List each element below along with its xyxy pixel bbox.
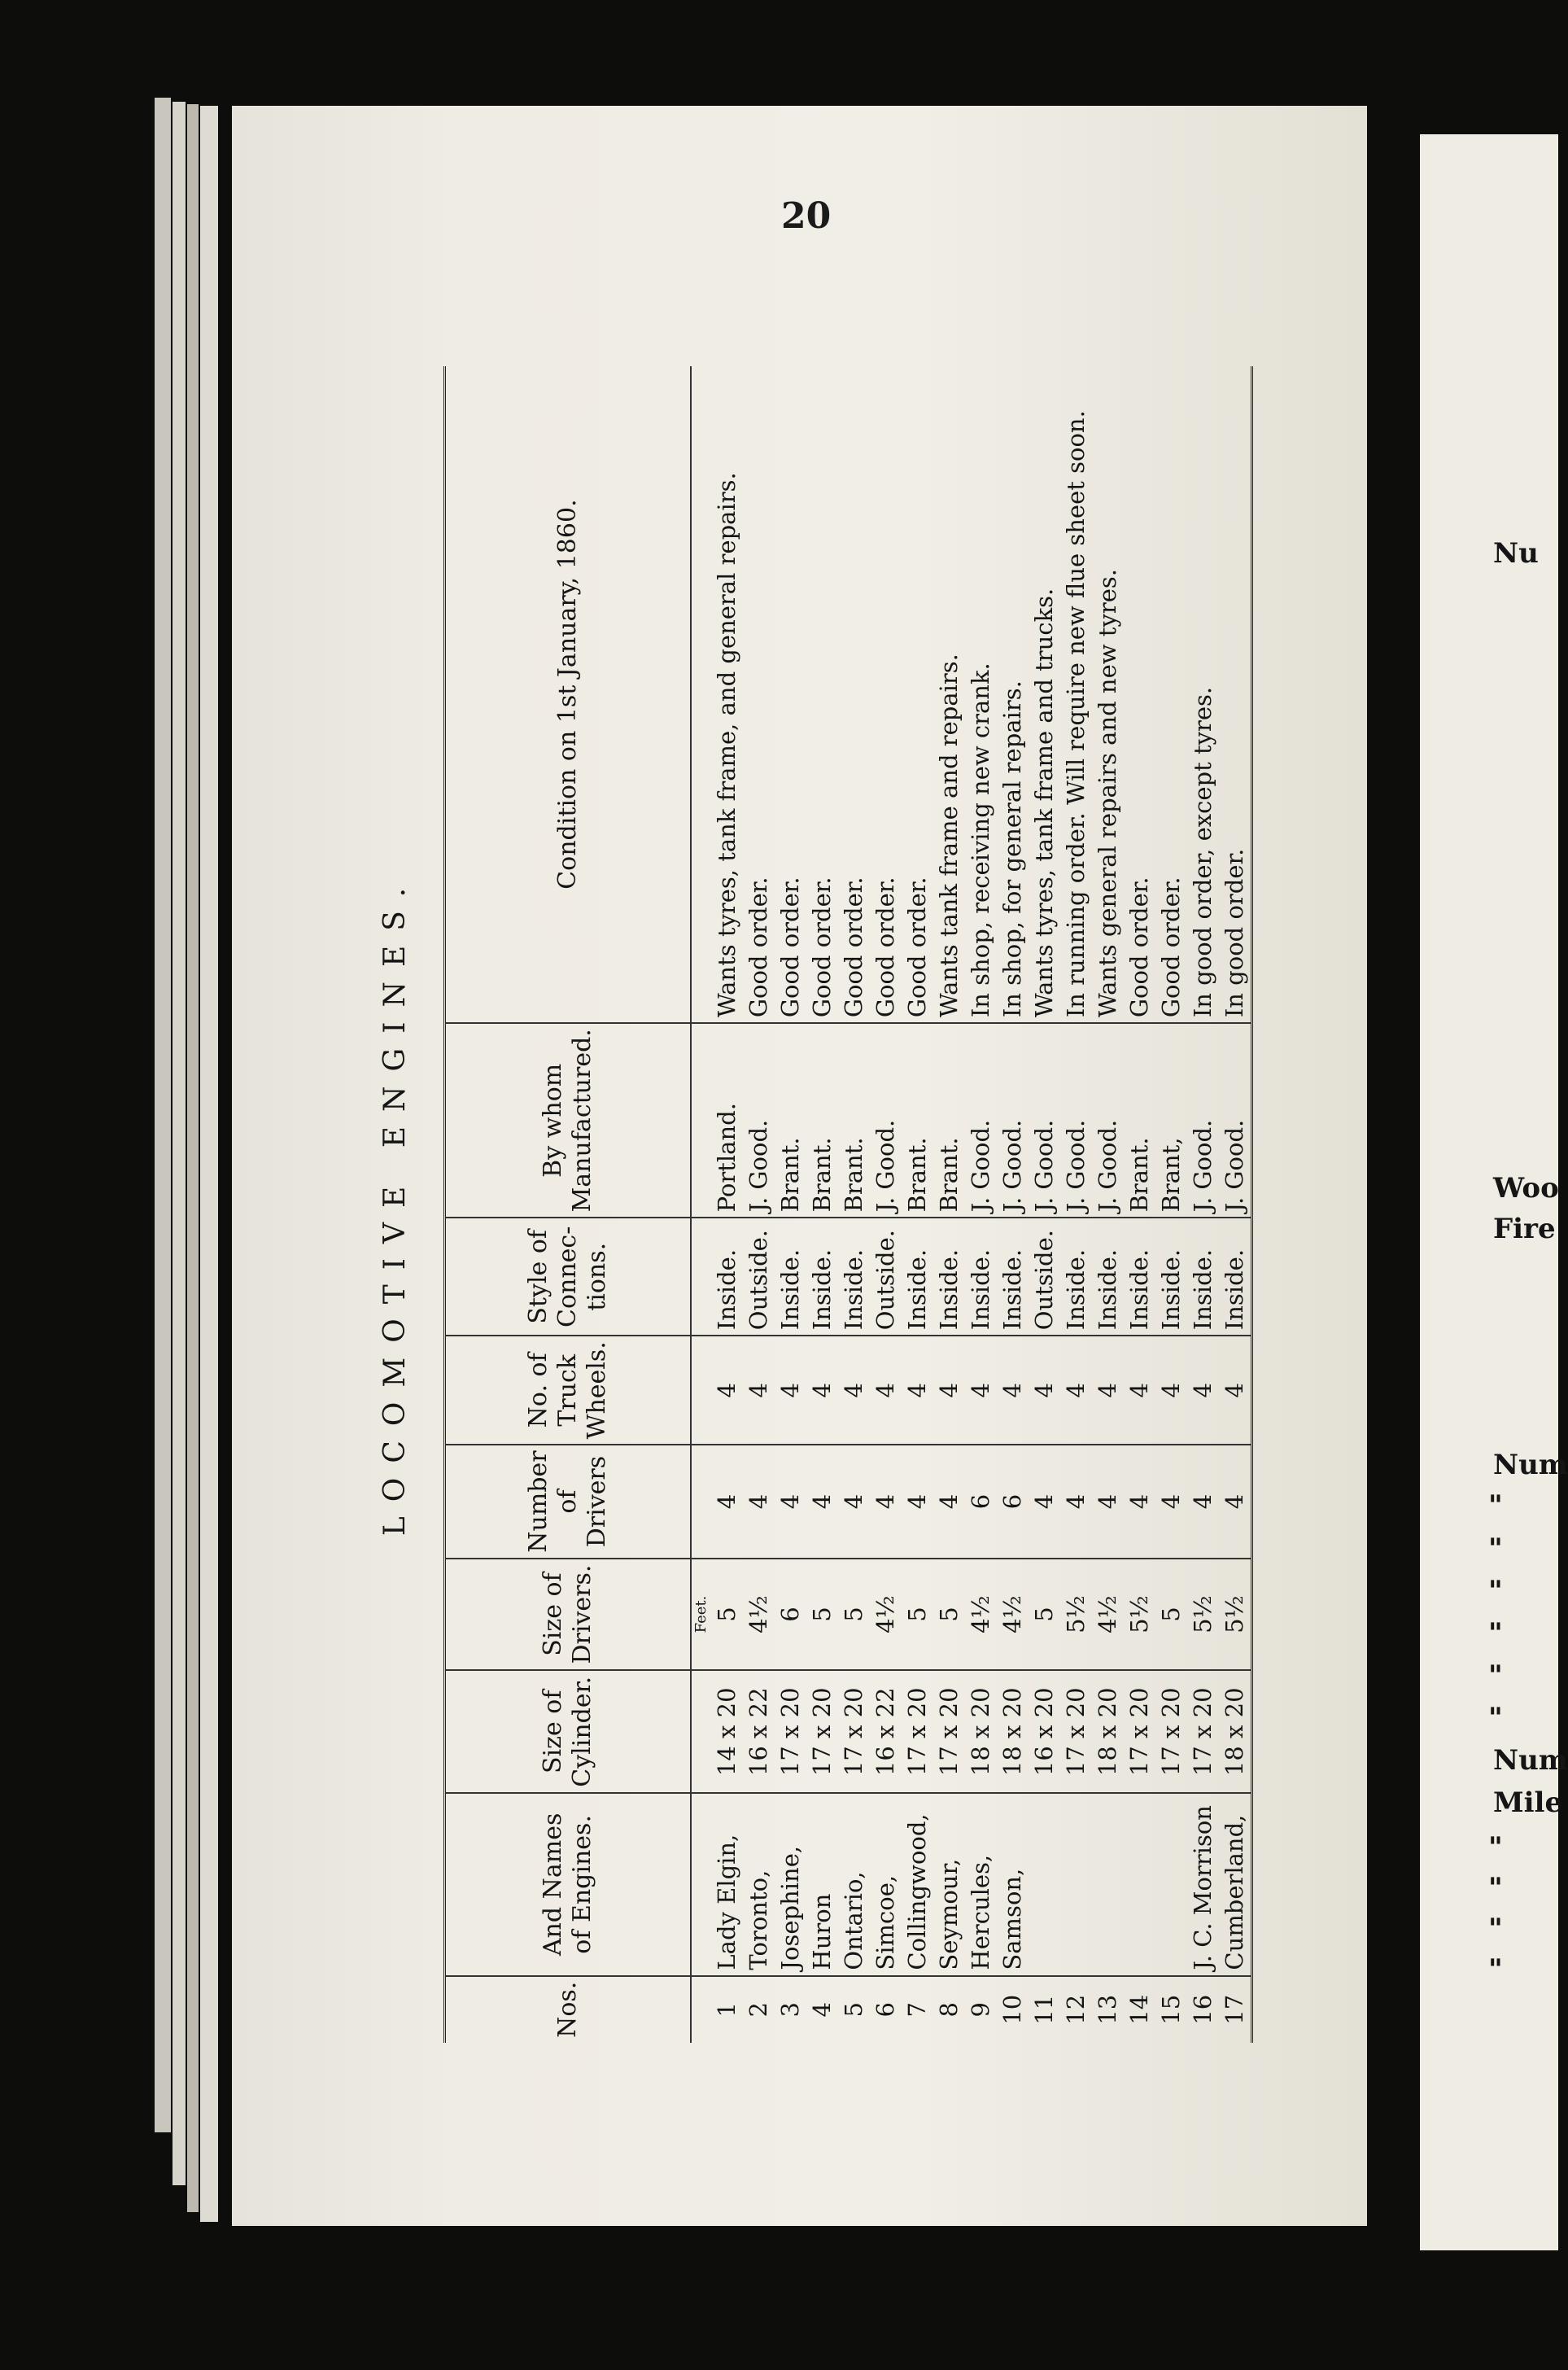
table-row	[711, 366, 743, 2043]
cell-no: 4	[808, 2002, 836, 2018]
cell-manufacturer: J. Good.	[1029, 1023, 1060, 1218]
cell-no: 8	[935, 2002, 963, 2018]
cell-name: Toronto,	[743, 1793, 775, 1975]
cell-condition: Good order.	[743, 366, 775, 1023]
cell-driver-size: 5½	[1187, 1559, 1219, 1671]
col-header-truck-wheels: No. of Truck Wheels.	[445, 1336, 692, 1445]
cell-truck-wheels: 4	[775, 1336, 806, 1445]
col-header-condition: Condition on 1st January, 1860.	[445, 366, 692, 1023]
document-page	[232, 106, 1367, 2226]
cell-truck-wheels: 4	[933, 1336, 965, 1445]
col-header-driver-size: Size of Drivers.	[445, 1559, 692, 1671]
page-number: 20	[781, 195, 832, 237]
cell-cylinder: 18 x 20	[997, 1670, 1029, 1793]
cell-manufacturer: J. Good.	[1092, 1023, 1124, 1218]
cell-truck-wheels: 4	[1029, 1336, 1060, 1445]
cell-cylinder: 16 x 22	[743, 1670, 775, 1793]
ditto-mark: "	[1488, 1872, 1503, 1904]
cell-condition: In shop, receiving new crank.	[965, 366, 997, 1023]
cell-driver-size: 4½	[870, 1559, 902, 1671]
cell-condition: Wants general repairs and new tyres.	[1092, 366, 1124, 1023]
cell-manufacturer: J. Good.	[1187, 1023, 1219, 1218]
cell-condition: Wants tyres, tank frame and trucks.	[1029, 366, 1060, 1023]
cell-no: 13	[1094, 1994, 1121, 2025]
cell-driver-size: 5	[1029, 1559, 1060, 1671]
cell-manufacturer: J. Good.	[870, 1023, 902, 1218]
cell-manufacturer: Portland.	[711, 1023, 743, 1218]
table-row	[775, 366, 806, 2043]
cell-manufacturer: J. Good.	[743, 1023, 775, 1218]
cell-name: Collingwood,	[902, 1793, 933, 1975]
cell-cylinder: 17 x 20	[775, 1670, 806, 1793]
cell-driver-count: 4	[933, 1445, 965, 1558]
table-row	[870, 366, 902, 2043]
cell-condition: In shop, for general repairs.	[997, 366, 1029, 1023]
col-header-nos: Nos.	[445, 1976, 692, 2043]
cell-connection: Inside.	[838, 1218, 870, 1336]
cell-driver-size: 5	[838, 1559, 870, 1671]
cell-truck-wheels: 4	[711, 1336, 743, 1445]
cell-connection: Inside.	[711, 1218, 743, 1336]
ditto-mark: "	[1488, 1702, 1503, 1734]
cell-driver-count: 4	[743, 1445, 775, 1558]
cell-name: Ontario,	[838, 1793, 870, 1975]
rotated-table-block	[378, 366, 1306, 2043]
table-row	[965, 366, 997, 2043]
cell-connection: Inside.	[1219, 1218, 1252, 1336]
cell-driver-count: 4	[1187, 1445, 1219, 1558]
cell-driver-count: 6	[997, 1445, 1029, 1558]
table-row	[838, 366, 870, 2043]
cell-truck-wheels: 4	[1219, 1336, 1252, 1445]
cell-name	[1124, 1793, 1155, 1975]
table-title: LOCOMOTIVE ENGINES.	[378, 872, 412, 1537]
cell-cylinder: 17 x 20	[1187, 1670, 1219, 1793]
cell-condition: Good order.	[838, 366, 870, 1023]
header-row	[445, 366, 692, 2043]
cell-manufacturer: Brant.	[806, 1023, 838, 1218]
cell-no: 1	[713, 2002, 740, 2018]
cell-cylinder: 16 x 20	[1029, 1670, 1060, 1793]
cell-condition: Good order.	[1124, 366, 1155, 1023]
ditto-mark: "	[1488, 1831, 1503, 1864]
units-label: Feet.	[691, 1559, 711, 1671]
cell-cylinder: 17 x 20	[1124, 1670, 1155, 1793]
cell-driver-size: 4½	[1092, 1559, 1124, 1671]
cell-name: Josephine,	[775, 1793, 806, 1975]
cell-truck-wheels: 4	[1187, 1336, 1219, 1445]
cell-name: Samson,	[997, 1793, 1029, 1975]
cell-driver-count: 6	[965, 1445, 997, 1558]
cell-no: 17	[1221, 1994, 1248, 2025]
cell-no: 14	[1125, 1994, 1153, 2025]
cell-name: J. C. Morrison	[1187, 1793, 1219, 1975]
ditto-mark: "	[1488, 1953, 1503, 1986]
cell-no: 5	[840, 2002, 867, 2018]
cell-manufacturer: Brant.	[933, 1023, 965, 1218]
fragment: Num	[1493, 1449, 1568, 1481]
cell-truck-wheels: 4	[902, 1336, 933, 1445]
cell-no: 9	[967, 2002, 994, 2018]
ditto-mark: "	[1488, 1575, 1503, 1607]
table-row	[1155, 366, 1187, 2043]
cell-driver-size: 4½	[997, 1559, 1029, 1671]
ditto-mark: "	[1488, 1489, 1503, 1522]
cell-driver-count: 4	[838, 1445, 870, 1558]
cell-truck-wheels: 4	[1092, 1336, 1124, 1445]
table-row	[933, 366, 965, 2043]
fragment: Woo	[1493, 1172, 1559, 1205]
cell-no: 15	[1157, 1994, 1185, 2025]
fragment: Num	[1493, 1744, 1568, 1777]
facing-page	[1420, 134, 1568, 2250]
col-header-names: And Names of Engines.	[445, 1793, 692, 1975]
cell-driver-count: 4	[1029, 1445, 1060, 1558]
cell-name	[1155, 1793, 1187, 1975]
table-row	[902, 366, 933, 2043]
cell-driver-size: 5	[902, 1559, 933, 1671]
cell-connection: Inside.	[1187, 1218, 1219, 1336]
page-edge	[155, 98, 171, 2132]
table-row	[1187, 366, 1219, 2043]
units-row	[691, 366, 711, 2043]
cell-driver-count: 4	[1219, 1445, 1252, 1558]
cell-manufacturer: Brant.	[1124, 1023, 1155, 1218]
cell-no: 11	[1030, 1994, 1058, 2025]
cell-truck-wheels: 4	[870, 1336, 902, 1445]
cell-driver-size: 4½	[743, 1559, 775, 1671]
page-edge	[173, 102, 186, 2185]
locomotive-table	[443, 366, 1253, 2043]
table-row	[997, 366, 1029, 2043]
table-row	[743, 366, 775, 2043]
cell-cylinder: 14 x 20	[711, 1670, 743, 1793]
cell-driver-size: 5	[933, 1559, 965, 1671]
cell-no: 12	[1062, 1994, 1090, 2025]
cell-manufacturer: Brant.	[902, 1023, 933, 1218]
cell-driver-count: 4	[902, 1445, 933, 1558]
table-row	[1092, 366, 1124, 2043]
fragment: Nu	[1493, 537, 1539, 570]
cell-truck-wheels: 4	[965, 1336, 997, 1445]
cell-driver-size: 5	[1155, 1559, 1187, 1671]
cell-connection: Inside.	[1092, 1218, 1124, 1336]
cell-connection: Inside.	[1060, 1218, 1092, 1336]
cell-truck-wheels: 4	[838, 1336, 870, 1445]
cell-driver-count: 4	[711, 1445, 743, 1558]
table-row	[806, 366, 838, 2043]
cell-manufacturer: J. Good.	[965, 1023, 997, 1218]
fragment: Fire	[1493, 1213, 1556, 1245]
cell-cylinder: 16 x 22	[870, 1670, 902, 1793]
ditto-mark: "	[1488, 1913, 1503, 1945]
cell-manufacturer: J. Good.	[1219, 1023, 1252, 1218]
cell-truck-wheels: 4	[1060, 1336, 1092, 1445]
cell-driver-size: 5½	[1124, 1559, 1155, 1671]
ditto-mark: "	[1488, 1617, 1503, 1650]
col-header-cylinder: Size of Cylinder.	[445, 1670, 692, 1793]
cell-cylinder: 17 x 20	[1060, 1670, 1092, 1793]
cell-cylinder: 17 x 20	[902, 1670, 933, 1793]
cell-connection: Inside.	[902, 1218, 933, 1336]
fragment: Mile	[1493, 1786, 1563, 1819]
cell-cylinder: 18 x 20	[965, 1670, 997, 1793]
cell-name: Huron	[806, 1793, 838, 1975]
cell-name	[1029, 1793, 1060, 1975]
cell-driver-size: 6	[775, 1559, 806, 1671]
cell-condition: In running order. Will require new flue sheet soon.	[1060, 366, 1092, 1023]
cell-condition: Good order.	[775, 366, 806, 1023]
cell-truck-wheels: 4	[806, 1336, 838, 1445]
cell-driver-count: 4	[806, 1445, 838, 1558]
cell-driver-count: 4	[1060, 1445, 1092, 1558]
cell-truck-wheels: 4	[1155, 1336, 1187, 1445]
cell-name: Seymour,	[933, 1793, 965, 1975]
page-edge	[187, 104, 199, 2212]
cell-connection: Outside.	[743, 1218, 775, 1336]
ditto-mark: "	[1488, 1659, 1503, 1692]
cell-cylinder: 17 x 20	[933, 1670, 965, 1793]
cell-driver-size: 4½	[965, 1559, 997, 1671]
cell-name: Lady Elgin,	[711, 1793, 743, 1975]
cell-driver-count: 4	[870, 1445, 902, 1558]
table-row	[1060, 366, 1092, 2043]
cell-name: Simcoe,	[870, 1793, 902, 1975]
table-row	[1219, 366, 1252, 2043]
cell-driver-size: 5	[711, 1559, 743, 1671]
col-header-connections: Style of Connec-tions.	[445, 1218, 692, 1336]
cell-manufacturer: Brant,	[1155, 1023, 1187, 1218]
cell-condition: Wants tyres, tank frame, and general repairs.	[711, 366, 743, 1023]
cell-connection: Outside.	[870, 1218, 902, 1336]
cell-truck-wheels: 4	[997, 1336, 1029, 1445]
col-header-manufacturer: By whom Manufactured.	[445, 1023, 692, 1218]
cell-manufacturer: J. Good.	[1060, 1023, 1092, 1218]
cell-truck-wheels: 4	[743, 1336, 775, 1445]
cell-connection: Inside.	[775, 1218, 806, 1336]
cell-condition: Good order.	[1155, 366, 1187, 1023]
cell-connection: Inside.	[965, 1218, 997, 1336]
cell-connection: Outside.	[1029, 1218, 1060, 1336]
cell-cylinder: 18 x 20	[1092, 1670, 1124, 1793]
cell-driver-count: 4	[775, 1445, 806, 1558]
cell-connection: Inside.	[806, 1218, 838, 1336]
cell-condition: Good order.	[870, 366, 902, 1023]
cell-name: Cumberland,	[1219, 1793, 1252, 1975]
cell-no: 2	[745, 2002, 772, 2018]
cell-name	[1092, 1793, 1124, 1975]
cell-manufacturer: Brant.	[775, 1023, 806, 1218]
cell-condition: In good order, except tyres.	[1187, 366, 1219, 1023]
cell-no: 7	[903, 2002, 931, 2018]
cell-driver-count: 4	[1124, 1445, 1155, 1558]
cell-connection: Inside.	[1124, 1218, 1155, 1336]
page-edge	[200, 106, 218, 2222]
cell-manufacturer: J. Good.	[997, 1023, 1029, 1218]
cell-cylinder: 18 x 20	[1219, 1670, 1252, 1793]
cell-condition: Wants tank frame and repairs.	[933, 366, 965, 1023]
cell-no: 16	[1189, 1994, 1216, 2025]
cell-connection: Inside.	[997, 1218, 1029, 1336]
cell-driver-size: 5½	[1219, 1559, 1252, 1671]
cell-name	[1060, 1793, 1092, 1975]
cell-driver-size: 5	[806, 1559, 838, 1671]
cell-truck-wheels: 4	[1124, 1336, 1155, 1445]
cell-driver-count: 4	[1155, 1445, 1187, 1558]
col-header-driver-count: Number of Drivers	[445, 1445, 692, 1558]
table-row	[1029, 366, 1060, 2043]
cell-no: 10	[998, 1994, 1026, 2025]
cell-no: 6	[871, 2002, 899, 2018]
cell-condition: Good order.	[806, 366, 838, 1023]
cell-cylinder: 17 x 20	[806, 1670, 838, 1793]
cell-cylinder: 17 x 20	[1155, 1670, 1187, 1793]
cell-condition: Good order.	[902, 366, 933, 1023]
cell-name: Hercules,	[965, 1793, 997, 1975]
cell-driver-count: 4	[1092, 1445, 1124, 1558]
cell-connection: Inside.	[1155, 1218, 1187, 1336]
cell-no: 3	[776, 2002, 804, 2018]
ditto-mark: "	[1488, 1533, 1503, 1565]
cell-condition: In good order.	[1219, 366, 1252, 1023]
cell-cylinder: 17 x 20	[838, 1670, 870, 1793]
cell-manufacturer: Brant.	[838, 1023, 870, 1218]
table-row	[1124, 366, 1155, 2043]
cell-driver-size: 5½	[1060, 1559, 1092, 1671]
cell-connection: Inside.	[933, 1218, 965, 1336]
